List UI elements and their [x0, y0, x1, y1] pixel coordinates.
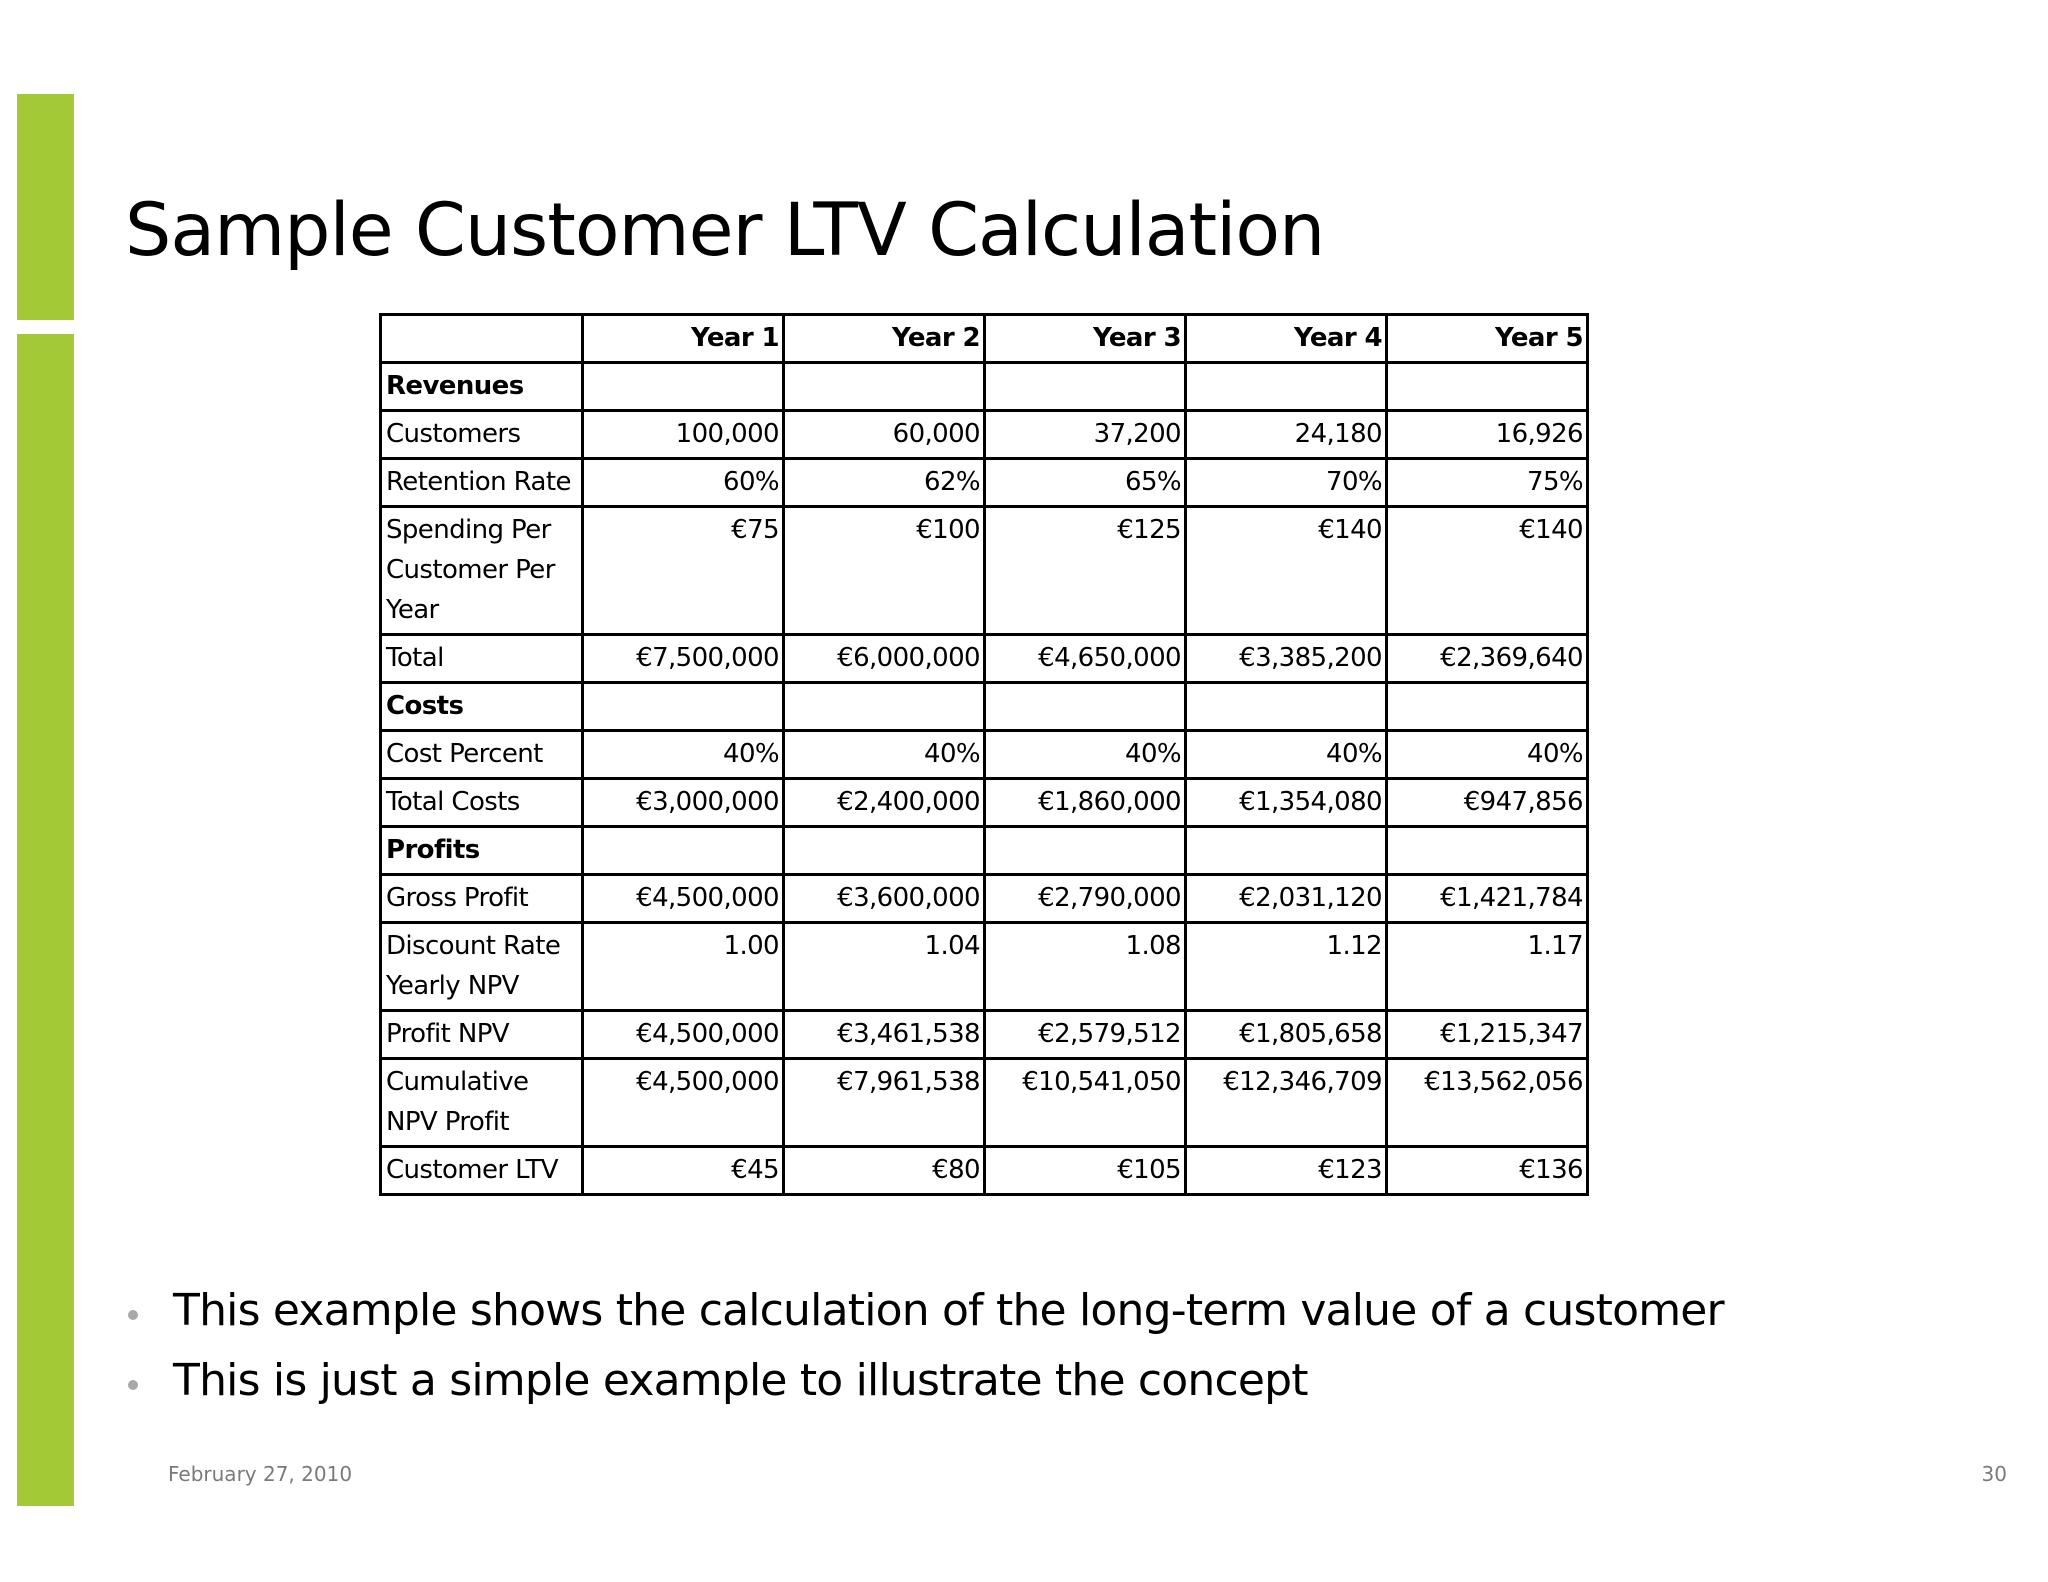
- bullet-list: [125, 1276, 1724, 1416]
- table-body: [381, 363, 1588, 1195]
- table-cell: €4,500,000: [583, 1011, 784, 1059]
- table-cell: €1,860,000: [985, 779, 1186, 827]
- bullet-item: [125, 1346, 1724, 1416]
- table-row: [381, 1011, 1588, 1059]
- table-row: [381, 507, 1588, 635]
- row-label: Total Costs: [381, 779, 583, 827]
- bullet-item: [125, 1276, 1724, 1346]
- table-cell: [1387, 363, 1588, 411]
- row-label: Cost Percent: [381, 731, 583, 779]
- accent-bar-top: [17, 94, 74, 320]
- table-cell: €125: [985, 507, 1186, 635]
- table-cell: 40%: [583, 731, 784, 779]
- table-cell: €3,600,000: [784, 875, 985, 923]
- table-cell: €75: [583, 507, 784, 635]
- table-header-cell: [381, 315, 583, 363]
- slide-title: Sample Customer LTV Calculation: [125, 188, 1325, 273]
- row-label: Customers: [381, 411, 583, 459]
- table-cell: €3,461,538: [784, 1011, 985, 1059]
- table-row: [381, 683, 1588, 731]
- row-label: Total: [381, 635, 583, 683]
- table-row: [381, 635, 1588, 683]
- table-cell: €123: [1186, 1147, 1387, 1195]
- table-cell: €105: [985, 1147, 1186, 1195]
- table-cell: €947,856: [1387, 779, 1588, 827]
- table-cell: [985, 683, 1186, 731]
- table-cell: €140: [1186, 507, 1387, 635]
- table-cell: €2,031,120: [1186, 875, 1387, 923]
- table-cell: €13,562,056: [1387, 1059, 1588, 1147]
- table-cell: 60,000: [784, 411, 985, 459]
- table-cell: [1387, 683, 1588, 731]
- table-cell: €1,354,080: [1186, 779, 1387, 827]
- table-cell: 1.00: [583, 923, 784, 1011]
- table-cell: €10,541,050: [985, 1059, 1186, 1147]
- table-cell: €7,961,538: [784, 1059, 985, 1147]
- table-cell: 1.12: [1186, 923, 1387, 1011]
- table-cell: €140: [1387, 507, 1588, 635]
- table-header-cell: Year 5: [1387, 315, 1588, 363]
- table-header-cell: Year 3: [985, 315, 1186, 363]
- row-label: Spending Per Customer Per Year: [381, 507, 583, 635]
- table-cell: 1.08: [985, 923, 1186, 1011]
- table-row: [381, 827, 1588, 875]
- row-label: Costs: [381, 683, 583, 731]
- table-cell: €2,400,000: [784, 779, 985, 827]
- table-cell: €6,000,000: [784, 635, 985, 683]
- table-cell: €3,000,000: [583, 779, 784, 827]
- row-label: Customer LTV: [381, 1147, 583, 1195]
- table-cell: €2,790,000: [985, 875, 1186, 923]
- table-cell: €1,805,658: [1186, 1011, 1387, 1059]
- table-header-row: [381, 315, 1588, 363]
- table-row: [381, 923, 1588, 1011]
- table-row: [381, 779, 1588, 827]
- table-cell: €3,385,200: [1186, 635, 1387, 683]
- bullet-dot-icon: [128, 1380, 138, 1390]
- table-cell: €80: [784, 1147, 985, 1195]
- table-cell: [784, 827, 985, 875]
- table-row: [381, 1147, 1588, 1195]
- table-cell: [985, 363, 1186, 411]
- table-cell: 65%: [985, 459, 1186, 507]
- table-header-cell: Year 2: [784, 315, 985, 363]
- table-cell: [784, 683, 985, 731]
- bullet-text: This is just a simple example to illustrate the concept: [173, 1355, 1308, 1406]
- table-cell: [1186, 683, 1387, 731]
- table-cell: 100,000: [583, 411, 784, 459]
- accent-bar-bottom: [17, 334, 74, 1506]
- table-cell: €12,346,709: [1186, 1059, 1387, 1147]
- table-cell: €4,500,000: [583, 1059, 784, 1147]
- table-cell: [1186, 363, 1387, 411]
- bullet-text: This example shows the calculation of the long-term value of a customer: [173, 1285, 1724, 1336]
- table-cell: 62%: [784, 459, 985, 507]
- table-cell: €1,215,347: [1387, 1011, 1588, 1059]
- table-cell: €2,579,512: [985, 1011, 1186, 1059]
- table-cell: 1.04: [784, 923, 985, 1011]
- table-cell: 75%: [1387, 459, 1588, 507]
- table-cell: 40%: [1387, 731, 1588, 779]
- row-label: Retention Rate: [381, 459, 583, 507]
- table-cell: 40%: [985, 731, 1186, 779]
- row-label: Profit NPV: [381, 1011, 583, 1059]
- table-cell: [784, 363, 985, 411]
- table-row: [381, 459, 1588, 507]
- table-cell: [985, 827, 1186, 875]
- table-row: [381, 363, 1588, 411]
- table-cell: [1186, 827, 1387, 875]
- table-cell: 70%: [1186, 459, 1387, 507]
- table-cell: €4,500,000: [583, 875, 784, 923]
- table-cell: €1,421,784: [1387, 875, 1588, 923]
- page-number: 30: [1981, 1462, 2007, 1486]
- table-cell: 1.17: [1387, 923, 1588, 1011]
- row-label: Cumulative NPV Profit: [381, 1059, 583, 1147]
- row-label: Profits: [381, 827, 583, 875]
- table-cell: 40%: [784, 731, 985, 779]
- table-cell: €2,369,640: [1387, 635, 1588, 683]
- table-cell: €7,500,000: [583, 635, 784, 683]
- table-cell: [583, 363, 784, 411]
- table-cell: €45: [583, 1147, 784, 1195]
- row-label: Discount Rate Yearly NPV: [381, 923, 583, 1011]
- table-row: [381, 875, 1588, 923]
- table-cell: €4,650,000: [985, 635, 1186, 683]
- table-cell: 60%: [583, 459, 784, 507]
- table-cell: 40%: [1186, 731, 1387, 779]
- bullet-dot-icon: [128, 1310, 138, 1320]
- table-row: [381, 731, 1588, 779]
- table-cell: 37,200: [985, 411, 1186, 459]
- row-label: Gross Profit: [381, 875, 583, 923]
- table-cell: [583, 683, 784, 731]
- table-row: [381, 1059, 1588, 1147]
- ltv-table: [379, 313, 1589, 1196]
- table-cell: €100: [784, 507, 985, 635]
- footer-date: February 27, 2010: [168, 1462, 353, 1486]
- table-cell: €136: [1387, 1147, 1588, 1195]
- table-header-cell: Year 4: [1186, 315, 1387, 363]
- row-label: Revenues: [381, 363, 583, 411]
- table-cell: [583, 827, 784, 875]
- table-header-cell: Year 1: [583, 315, 784, 363]
- table-cell: 16,926: [1387, 411, 1588, 459]
- table-row: [381, 411, 1588, 459]
- table-cell: [1387, 827, 1588, 875]
- table-cell: 24,180: [1186, 411, 1387, 459]
